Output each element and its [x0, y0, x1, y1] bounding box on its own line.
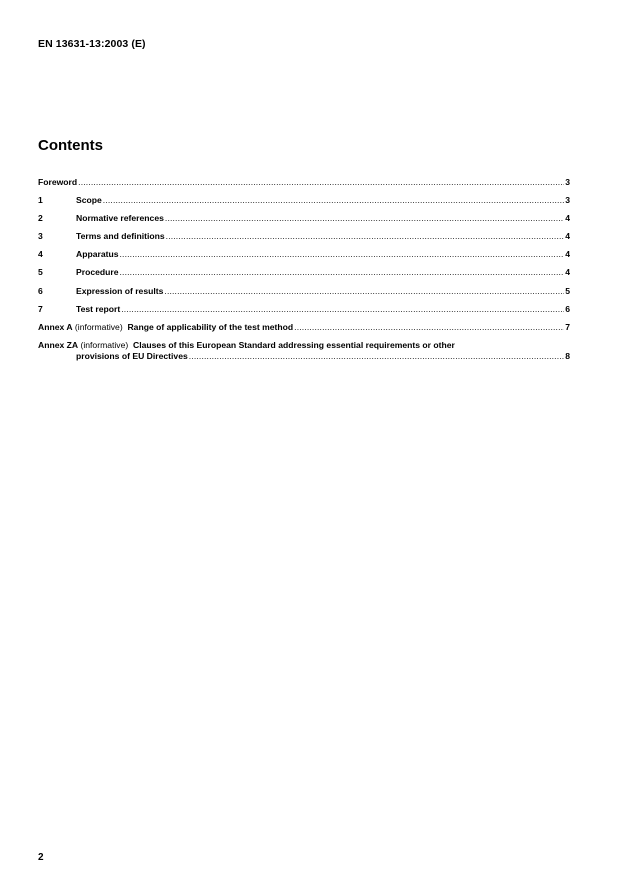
toc-entry-terms-and-definitions[interactable] [38, 231, 570, 242]
toc-leader-dots [189, 351, 564, 362]
toc-entry-number: 6 [38, 285, 43, 296]
toc-entry-number: 2 [38, 213, 43, 224]
toc-entry-number: 5 [38, 267, 43, 278]
toc-entry-page: 7 [565, 321, 570, 332]
toc-entry-test-report[interactable] [38, 304, 570, 315]
toc-entry-scope[interactable] [38, 195, 570, 206]
toc-entry-label: Expression of results [76, 285, 164, 296]
annex-title: Range of applicability of the test method [127, 321, 294, 332]
toc-entry-number: 3 [38, 231, 43, 242]
toc-entry-page: 8 [565, 350, 570, 361]
toc-entry-label: Procedure [76, 267, 119, 278]
toc-entry-label: Foreword [38, 177, 78, 187]
toc-entry-page: 3 [565, 177, 570, 187]
annex-prefix: Annex A [38, 321, 73, 332]
toc-entry-label: Test report [76, 303, 121, 314]
toc-entry-label [38, 322, 293, 333]
page-number: 2 [38, 852, 44, 863]
toc-leader-dots [78, 177, 564, 188]
toc-entry-page: 3 [565, 195, 570, 206]
toc-leader-dots [165, 213, 564, 224]
toc-entry-label: Apparatus [76, 249, 119, 260]
document-id-header: EN 13631-13:2003 (E) [38, 38, 146, 50]
toc-entry-page: 4 [565, 213, 570, 224]
toc-entry-label: Normative references [76, 213, 164, 224]
annex-informative-tag: (informative) [72, 321, 128, 332]
toc-entry-annex-za[interactable] [38, 340, 570, 362]
toc-entry-procedure[interactable] [38, 267, 570, 278]
table-of-contents [38, 177, 570, 369]
toc-entry-page: 4 [565, 267, 570, 278]
contents-heading: Contents [38, 137, 103, 154]
toc-entry-normative-references[interactable] [38, 213, 570, 224]
toc-leader-dots [121, 304, 564, 315]
toc-entry-number: 4 [38, 249, 43, 260]
toc-entry-foreword[interactable] [38, 177, 570, 188]
annex-title-line1: Clauses of this European Standard addressing essential requirements or other [133, 339, 455, 350]
toc-entry-number: 1 [38, 195, 43, 206]
toc-leader-dots [120, 249, 565, 260]
toc-entry-expression-of-results[interactable] [38, 286, 570, 297]
toc-entry-label: Terms and definitions [76, 231, 165, 242]
toc-entry-page: 4 [565, 249, 570, 260]
toc-entry-label [38, 340, 570, 351]
toc-entry-number: 7 [38, 303, 43, 314]
annex-informative-tag: (informative) [78, 339, 134, 350]
toc-leader-dots [294, 322, 564, 333]
toc-entry-apparatus[interactable] [38, 249, 570, 260]
toc-leader-dots [164, 286, 564, 297]
toc-entry-label: Scope [76, 195, 102, 206]
annex-prefix: Annex ZA [38, 339, 79, 350]
toc-entry-annex-a[interactable] [38, 322, 570, 333]
toc-entry-page: 6 [565, 303, 570, 314]
toc-leader-dots [103, 195, 564, 206]
annex-title-line2: provisions of EU Directives [76, 350, 188, 361]
toc-entry-page: 5 [565, 285, 570, 296]
toc-entry-page: 4 [565, 231, 570, 242]
toc-leader-dots [166, 231, 565, 242]
toc-leader-dots [120, 267, 565, 278]
